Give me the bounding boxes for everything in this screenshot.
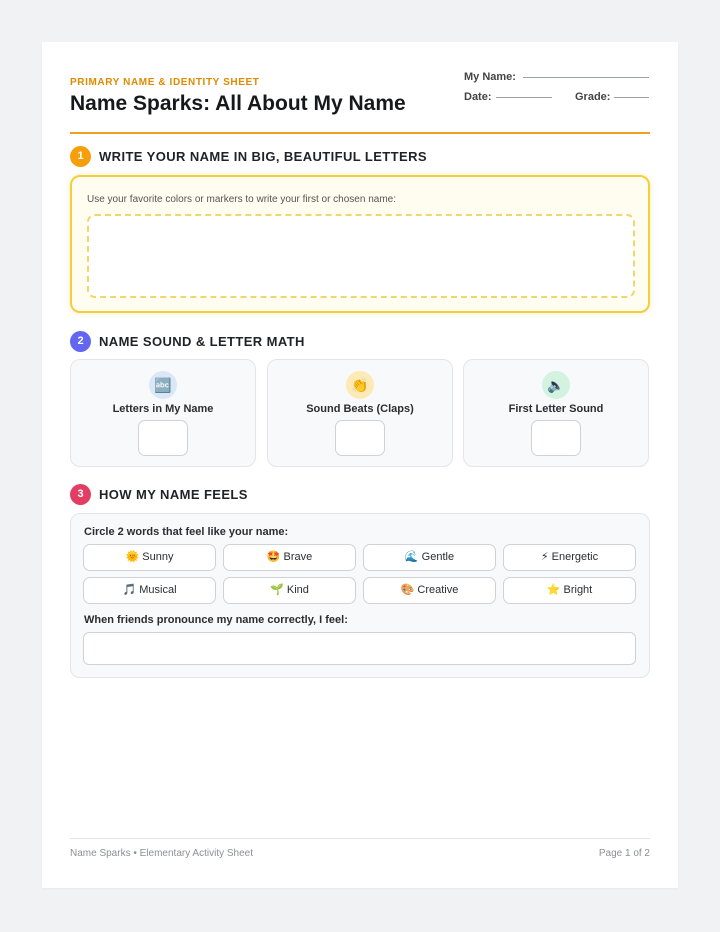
word-chip-label: Musical xyxy=(139,584,177,596)
name-label: My Name: xyxy=(464,71,516,83)
word-chip-musical[interactable] xyxy=(83,577,216,604)
letters-count-input[interactable] xyxy=(138,420,188,456)
footer-title: Name Sparks • Elementary Activity Sheet xyxy=(70,848,254,859)
word-chip-label: Gentle xyxy=(421,551,455,563)
seedling-icon: 🌱 xyxy=(270,584,284,596)
worksheet-header xyxy=(70,42,650,134)
word-chip-gentle[interactable] xyxy=(363,544,496,571)
lightning-icon: ⚡ xyxy=(540,551,549,563)
sound-beats-label: Sound Beats (Claps) xyxy=(306,403,414,415)
word-chip-energetic[interactable] xyxy=(503,544,636,571)
abc-letters-icon: 🔤 xyxy=(149,371,177,399)
word-chip-brave[interactable] xyxy=(223,544,356,571)
name-writing-hint: Use your favorite colors or markers to write your first or chosen name: xyxy=(87,194,396,205)
star-icon: ⭐ xyxy=(546,584,561,596)
letters-count-label: Letters in My Name xyxy=(112,403,214,415)
page-footer xyxy=(70,838,650,859)
first-letter-sound-card xyxy=(463,359,649,467)
worksheet-page xyxy=(42,42,678,888)
name-feelings-box xyxy=(70,513,650,678)
name-line[interactable] xyxy=(523,77,649,78)
word-chip-label: Bright xyxy=(563,584,593,596)
section-2-badge: 2 xyxy=(70,331,91,352)
pronounce-feel-input[interactable] xyxy=(83,632,636,665)
grade-line[interactable] xyxy=(614,97,649,98)
first-letter-sound-label: First Letter Sound xyxy=(508,403,604,415)
palette-icon: 🎨 xyxy=(400,584,415,596)
sheet-eyebrow: PRIMARY NAME & IDENTITY SHEET xyxy=(70,77,260,88)
music-note-icon: 🎵 xyxy=(122,584,137,596)
speaker-icon: 🔈 xyxy=(542,371,570,399)
word-chip-label: Sunny xyxy=(142,551,174,563)
date-line[interactable] xyxy=(496,97,552,98)
word-chip-label: Brave xyxy=(283,551,313,563)
letters-count-card xyxy=(70,359,256,467)
grade-label: Grade: xyxy=(575,91,611,103)
section-2-title: NAME SOUND & LETTER MATH xyxy=(99,334,305,349)
sound-beats-input[interactable] xyxy=(335,420,385,456)
word-chip-kind[interactable] xyxy=(223,577,356,604)
clapping-hands-icon: 👏 xyxy=(346,371,374,399)
word-chip-label: Creative xyxy=(417,584,459,596)
first-letter-sound-input[interactable] xyxy=(531,420,581,456)
star-struck-face-icon: 🤩 xyxy=(266,551,281,563)
sun-icon: 🌞 xyxy=(125,551,140,563)
word-chip-label: Kind xyxy=(286,584,309,596)
name-writing-box xyxy=(70,175,650,313)
wave-icon: 🌊 xyxy=(404,551,419,563)
section-3-badge: 3 xyxy=(70,484,91,505)
name-writing-area[interactable] xyxy=(87,214,635,298)
date-label: Date: xyxy=(464,91,492,103)
word-chip-creative[interactable] xyxy=(363,577,496,604)
word-chip-label: Energetic xyxy=(551,551,599,563)
circle-words-prompt: Circle 2 words that feel like your name: xyxy=(84,526,289,538)
section-1-title: WRITE YOUR NAME IN BIG, BEAUTIFUL LETTERS xyxy=(99,149,427,164)
word-chip-bright[interactable] xyxy=(503,577,636,604)
section-1-badge: 1 xyxy=(70,146,91,167)
section-3-title: HOW MY NAME FEELS xyxy=(99,487,248,502)
sound-beats-card xyxy=(267,359,453,467)
page-title: Name Sparks: All About My Name xyxy=(70,92,406,115)
page-number: Page 1 of 2 xyxy=(598,848,650,859)
word-chip-sunny[interactable] xyxy=(83,544,216,571)
pronounce-feel-prompt: When friends pronounce my name correctly, I feel: xyxy=(84,614,348,626)
